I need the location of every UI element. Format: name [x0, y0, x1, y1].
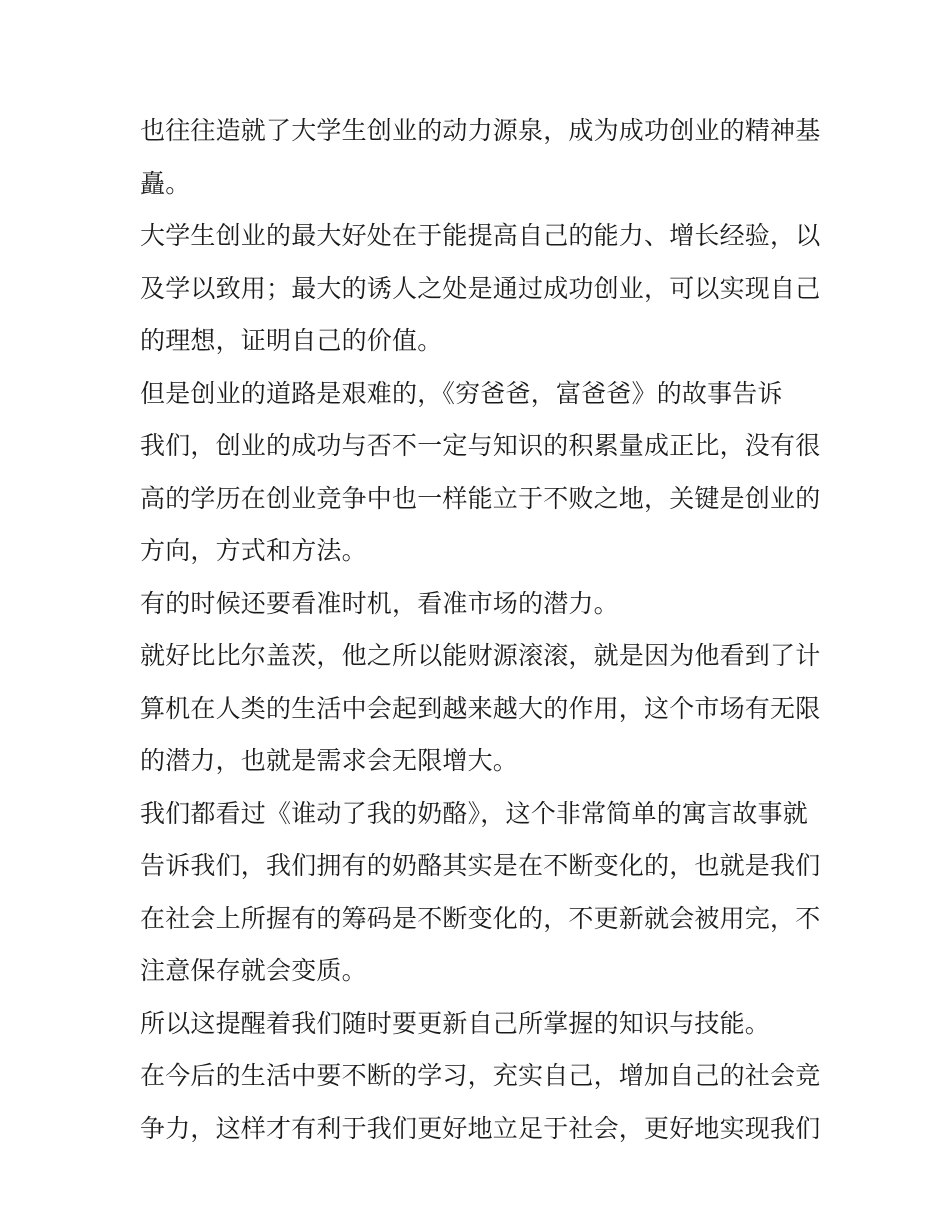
- text-line: 的理想，证明自己的价值。: [140, 326, 443, 355]
- text-line: 但是创业的道路是艰难的，《穷爸爸，富爸爸》的故事告诉: [140, 378, 783, 408]
- text-line: 争力，这样才有利于我们更好地立足于社会，更好地实现我们: [140, 1113, 821, 1143]
- text-line: 所以这提醒着我们随时要更新自己所掌握的知识与技能。: [140, 1008, 771, 1038]
- text-line: 在今后的生活中要不断的学习，充实自己，增加自己的社会竞: [140, 1061, 821, 1090]
- text-line: 我们，创业的成功与否不一定与知识的积累量成正比，没有很: [140, 431, 821, 460]
- text-line: 就好比比尔盖茨，他之所以能财源滚滚，就是因为他看到了计: [140, 641, 821, 670]
- text-line: 在社会上所握有的筹码是不断变化的，不更新就会被用完，不: [140, 903, 821, 933]
- text-line: 大学生创业的最大好处在于能提高自己的能力、增长经验，以: [140, 221, 821, 250]
- text-line: 矗。: [140, 168, 191, 198]
- text-line: 的潜力，也就是需求会无限增大。: [140, 746, 519, 775]
- text-line: 告诉我们，我们拥有的奶酪其实是在不断变化的，也就是我们: [140, 851, 821, 880]
- body-text: [140, 111, 820, 1161]
- text-line: 方向，方式和方法。: [140, 536, 367, 565]
- text-line: 我们都看过《谁动了我的奶酪》，这个非常简单的寓言故事就: [140, 798, 808, 828]
- text-line: 高的学历在创业竞争中也一样能立于不败之地，关键是创业的: [140, 483, 821, 513]
- text-line: 也往往造就了大学生创业的动力源泉，成为成功创业的精神基: [140, 116, 821, 145]
- text-line: 算机在人类的生活中会起到越来越大的作用，这个市场有无限: [140, 693, 821, 723]
- text-line: 注意保存就会变质。: [140, 956, 367, 985]
- text-line: 及学以致用；最大的诱人之处是通过成功创业，可以实现自己: [140, 273, 821, 303]
- text-line: 有的时候还要看准时机，看准市场的潜力。: [140, 588, 619, 618]
